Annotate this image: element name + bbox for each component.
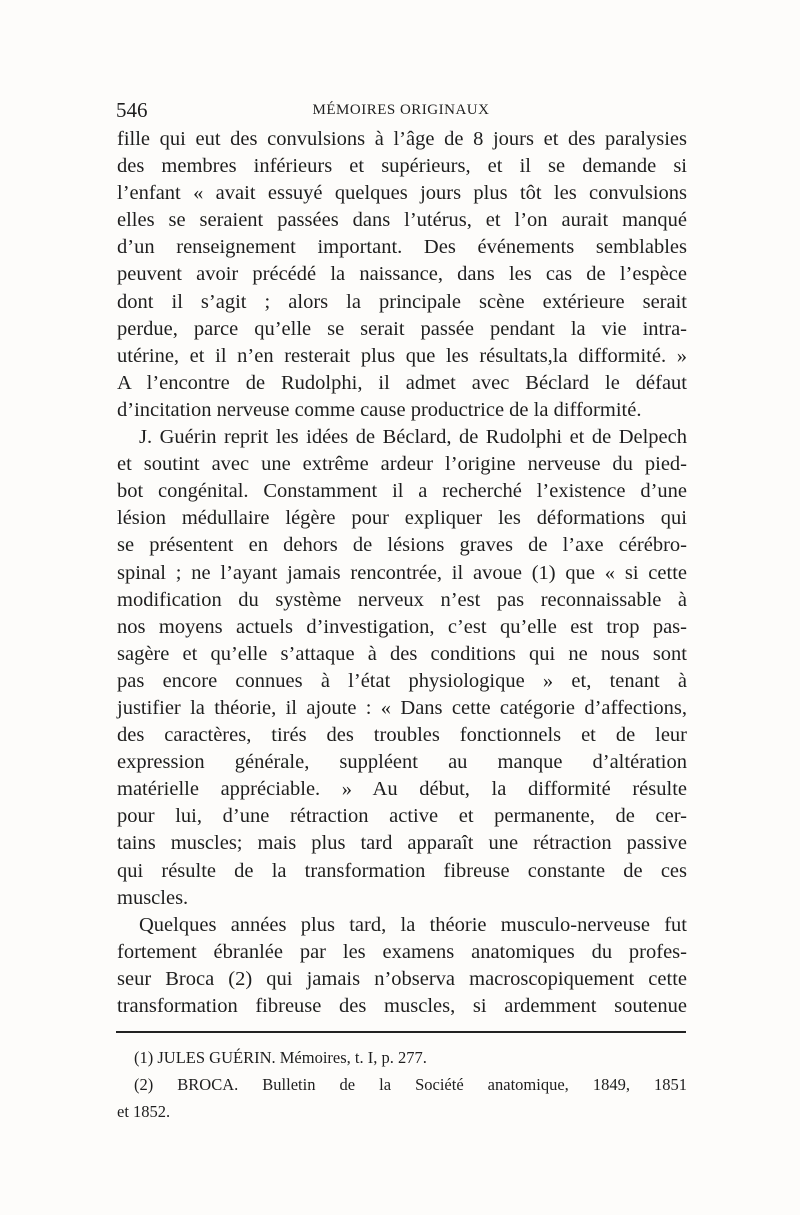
text-line: des membres inférieurs et supérieurs, et il se demande si bbox=[117, 155, 687, 178]
text-line: Quelques années plus tard, la théorie musculo-nerveuse fut bbox=[139, 913, 687, 936]
text-line: seur Broca (2) qui jamais n’observa macroscopiquement cette bbox=[117, 967, 687, 990]
text-line: des caractères, tirés des troubles fonctionnels et de leur bbox=[117, 724, 687, 747]
text-line: expression générale, suppléent au manque d’altération bbox=[117, 751, 687, 774]
text-line: lésion médullaire légère pour expliquer les déformations qui bbox=[117, 507, 687, 530]
text-line: tains muscles; mais plus tard apparaît une rétraction passive bbox=[117, 832, 687, 855]
text-line: pour lui, d’une rétraction active et permanente, de cer- bbox=[117, 805, 687, 828]
text-line: modification du système nerveux n’est pas reconnaissable à bbox=[117, 588, 687, 611]
text-line: muscles. bbox=[117, 886, 189, 909]
text-line: matérielle appréciable. » Au début, la difformité résulte bbox=[117, 778, 687, 801]
page-header bbox=[116, 98, 686, 124]
text-line: nos moyens actuels d’investigation, c’est qu’elle est trop pas- bbox=[117, 615, 687, 638]
text-line: pas encore connues à l’état physiologique » et, tenant à bbox=[117, 669, 687, 692]
footnotes bbox=[117, 1044, 687, 1125]
footnote-2: (2) BROCA. Bulletin de la Société anatomique, 1849, 1851 bbox=[134, 1075, 687, 1094]
text-line: A l’encontre de Rudolphi, il admet avec Béclard le défaut bbox=[117, 371, 687, 394]
body-text bbox=[117, 126, 687, 1020]
text-line: peuvent avoir précédé la naissance, dans les cas de l’espèce bbox=[117, 263, 687, 286]
text-line: et soutint avec une extrême ardeur l’origine nerveuse du pied- bbox=[117, 453, 687, 476]
text-line: qui résulte de la transformation fibreuse constante de ces bbox=[117, 859, 687, 882]
text-line: utérine, et il n’en resterait plus que les résultats,la difformité. » bbox=[117, 344, 687, 367]
text-line: bot congénital. Constamment il a recherché l’existence d’une bbox=[117, 480, 687, 503]
text-line: d’incitation nerveuse comme cause productrice de la difformité. bbox=[117, 398, 642, 421]
footnote-1: (1) JULES GUÉRIN. Mémoires, t. I, p. 277. bbox=[134, 1048, 427, 1067]
text-line: sagère et qu’elle s’attaque à des conditions qui ne nous sont bbox=[117, 642, 687, 665]
text-line: fille qui eut des convulsions à l’âge de 8 jours et des paralysies bbox=[117, 128, 687, 150]
text-line: dont il s’agit ; alors la principale scène extérieure serait bbox=[117, 290, 687, 313]
text-line: perdue, parce qu’elle se serait passée pendant la vie intra- bbox=[117, 317, 687, 340]
footnote-2-continuation: et 1852. bbox=[117, 1102, 171, 1121]
running-title: MÉMOIRES ORIGINAUX bbox=[312, 102, 490, 118]
text-line: l’enfant « avait essuyé quelques jours plus tôt les convulsions bbox=[117, 182, 687, 205]
text-line: J. Guérin reprit les idées de Béclard, de Rudolphi et de Delpech bbox=[139, 426, 687, 449]
text-line: fortement ébranlée par les examens anatomiques du profes- bbox=[117, 940, 687, 963]
text-line: d’un renseignement important. Des événements semblables bbox=[117, 236, 687, 259]
text-line: spinal ; ne l’ayant jamais rencontrée, il avoue (1) que « si cette bbox=[117, 561, 687, 584]
text-line: justifier la théorie, il ajoute : « Dans cette catégorie d’affections, bbox=[117, 696, 687, 719]
text-line: se présentent en dehors de lésions graves de l’axe cérébro- bbox=[117, 534, 687, 557]
page-number: 546 bbox=[116, 98, 148, 122]
footnote-divider bbox=[116, 1031, 686, 1033]
text-line: transformation fibreuse des muscles, si ardemment soutenue bbox=[117, 995, 687, 1017]
text-line: elles se seraient passées dans l’utérus, et l’on aurait manqué bbox=[117, 209, 687, 232]
